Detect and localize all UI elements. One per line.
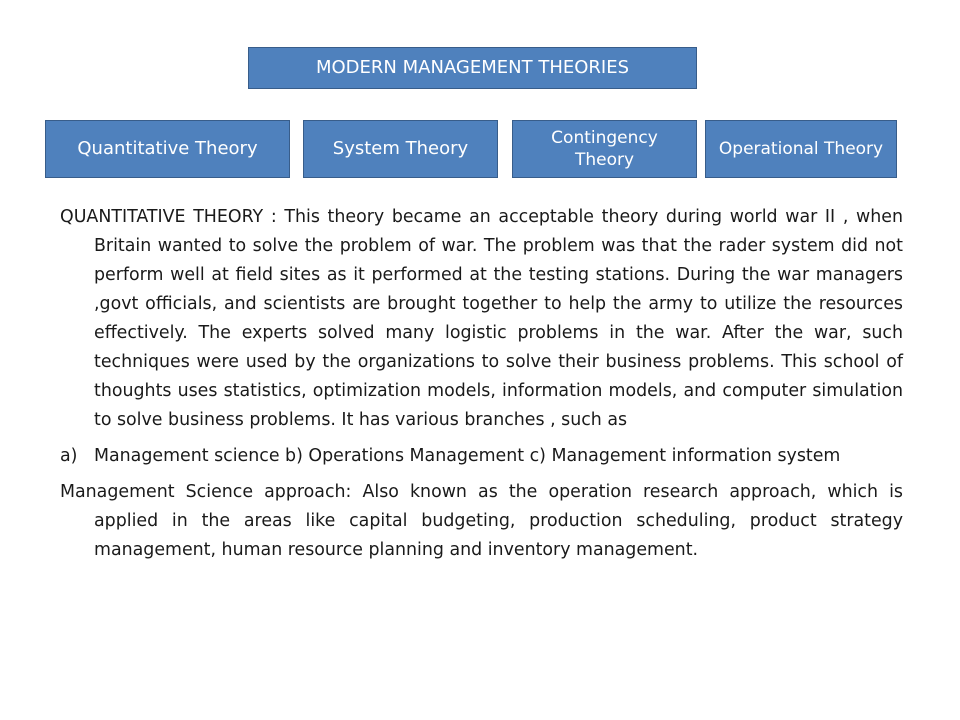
title-box [248,47,697,89]
management-science-paragraph: Management Science approach: Also known as the operation research approach, which is applied in the areas like capital budgeting, production scheduling, product strategy management, human resource planning and inventory management. [60,482,903,560]
theory-label: Operational Theory [718,138,884,159]
quantitative-theory-paragraph: QUANTITATIVE THEORY : This theory became an acceptable theory during world war II , when Britain wanted to solve the problem of war. The problem was that the rader system did not perform well at field sites as it performed at the testing stations. During the war managers ,govt officials, and scientists are brought together to help the army to utilize the resources effectively. The experts solved many logistic problems in the war. After the war, such techniques were used by the organizations to solve their business problems. This school of thoughts uses statistics, optimization models, information models, and computer simulation to solve business problems. It has various branches , such as [60,207,903,430]
theory-label: Quantitative Theory [77,138,258,160]
theory-box-contingency [512,120,697,178]
body-text [60,203,903,572]
title-text: MODERN MANAGEMENT THEORIES [315,57,630,79]
branches-text: Management science b) Operations Management c) Management information system [94,446,841,466]
theory-box-system [303,120,498,178]
theory-box-operational [705,120,897,178]
list-marker: a) [60,446,78,466]
theory-label: Contingency Theory [551,127,658,170]
theory-box-quantitative [45,120,290,178]
theory-label: System Theory [332,138,469,160]
branches-list-item [60,442,903,471]
